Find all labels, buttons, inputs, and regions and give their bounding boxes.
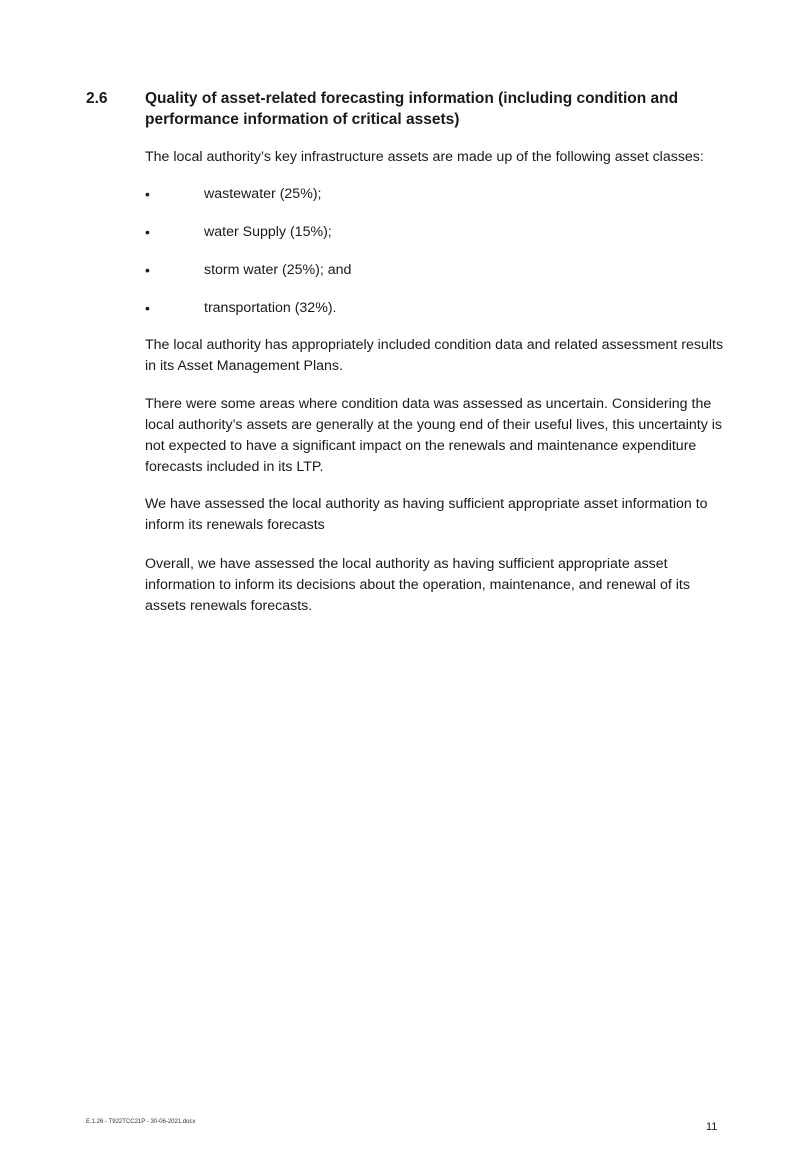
bullet-text: storm water (25%); and — [204, 262, 352, 278]
paragraph-condition-data: The local authority has appropriately included condition data and related assessment results in its Asset Management Plans. — [145, 337, 724, 374]
bullet-icon: • — [145, 186, 150, 202]
paragraph-uncertainty: There were some areas where condition data was assessed as uncertain. Considering the local authority’s assets are generally at the young end of their useful lives, this uncertainty is not expected to have a significant impact on the renewals and maintenance expenditure forecasts included in its LTP. — [145, 396, 723, 475]
bullet-item-storm-water — [145, 260, 725, 281]
bullet-item-water-supply — [145, 222, 725, 243]
bullet-item-wastewater — [145, 184, 725, 205]
bullet-text: water Supply (15%); — [204, 224, 332, 240]
section-title: Quality of asset-related forecasting information (including condition and performance information of critical assets) — [145, 90, 679, 128]
paragraph-renewals-assessment: We have assessed the local authority as having sufficient appropriate asset information to inform its renewals forecasts — [145, 496, 708, 533]
bullet-item-transportation — [145, 298, 725, 319]
page-number: 11 — [706, 1121, 718, 1133]
bullet-text: wastewater (25%); — [204, 186, 322, 202]
section-number: 2.6 — [86, 90, 108, 107]
bullet-icon: • — [145, 262, 150, 278]
bullet-icon: • — [145, 224, 150, 240]
intro-paragraph: The local authority’s key infrastructure assets are made up of the following asset classes: — [145, 149, 704, 165]
paragraph-overall-assessment: Overall, we have assessed the local authority as having sufficient appropriate asset information to inform its decisions about the operation, maintenance, and renewal of its assets renewals forecasts. — [145, 556, 690, 614]
bullet-text: transportation (32%). — [204, 300, 337, 316]
bullet-icon: • — [145, 300, 150, 316]
footer-document-reference: E.1.26 - T922TCC21P - 30-06-2021.docx — [86, 1119, 196, 1125]
